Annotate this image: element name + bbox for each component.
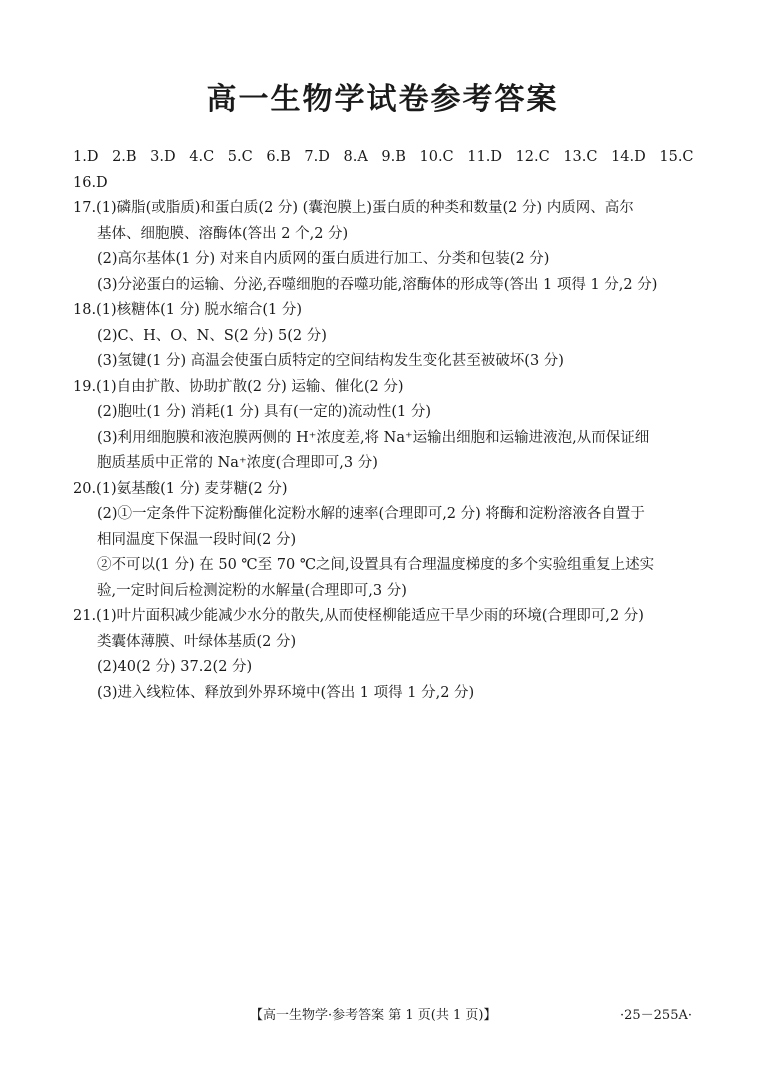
answer-line: ②不可以(1 分) 在 50 ℃至 70 ℃之间,设置具有合理温度梯度的多个实验组重复上述实 bbox=[97, 557, 655, 573]
answer-line: 18.(1)核糖体(1 分) 脱水缩合(1 分) bbox=[73, 302, 303, 318]
answer-line: (2)①一定条件下淀粉酶催化淀粉水解的速率(合理即可,2 分) 将酶和淀粉溶液各自置于 bbox=[97, 506, 645, 522]
page-title: 高一生物学试卷参考答案 bbox=[206, 82, 559, 117]
answer-line: (3)氢键(1 分) 高温会使蛋白质特定的空间结构发生变化甚至被破坏(3 分) bbox=[97, 353, 564, 369]
answer-line: 类囊体薄膜、叶绿体基质(2 分) bbox=[97, 633, 297, 650]
answer-line: (2)C、H、O、N、S(2 分) 5(2 分) bbox=[97, 327, 327, 344]
answer-body bbox=[73, 145, 703, 706]
answer-line: 相同温度下保温一段时间(2 分) bbox=[97, 531, 297, 548]
answer-line: 17.(1)磷脂(或脂质)和蛋白质(2 分) (囊泡膜上)蛋白质的种类和数量(2 分) 内质网、高尔 bbox=[73, 200, 634, 216]
answer-line: (3)利用细胞膜和液泡膜两侧的 H⁺浓度差,将 Na⁺运输出细胞和运输进液泡,从而保证细 bbox=[97, 429, 650, 446]
choice-answers: 1.D 2.B 3.D 4.C 5.C 6.B 7.D 8.A 9.B 10.C 11.D 12.C 13.C 14.D 15.C 16.D bbox=[73, 149, 694, 191]
footer-page-info: 【高一生物学·参考答案 第 1 页(共 1 页)】 bbox=[250, 1008, 497, 1023]
answer-lines bbox=[73, 196, 703, 706]
answer-line: 基体、细胞膜、溶酶体(答出 2 个,2 分) bbox=[97, 225, 349, 242]
answer-line: 19.(1)自由扩散、协助扩散(2 分) 运输、催化(2 分) bbox=[73, 378, 404, 395]
answer-line: 21.(1)叶片面积减少能减少水分的散失,从而使柽柳能适应干旱少雨的环境(合理即可,2 分) bbox=[73, 608, 644, 624]
answer-line: (2)高尔基体(1 分) 对来自内质网的蛋白质进行加工、分类和包装(2 分) bbox=[97, 251, 550, 267]
answer-line: (3)进入线粒体、释放到外界环境中(答出 1 项得 1 分,2 分) bbox=[97, 684, 475, 701]
answer-line: 胞质基质中正常的 Na⁺浓度(合理即可,3 分) bbox=[97, 455, 378, 471]
answer-line: 20.(1)氨基酸(1 分) 麦芽糖(2 分) bbox=[73, 480, 288, 497]
answer-line: (3)分泌蛋白的运输、分泌,吞噬细胞的吞噬功能,溶酶体的形成等(答出 1 项得 1 分,2 分) bbox=[97, 276, 658, 293]
answer-line: (2)40(2 分) 37.2(2 分) bbox=[97, 659, 253, 675]
footer-code: ·25－255A· bbox=[619, 1008, 692, 1023]
answer-line: 验,一定时间后检测淀粉的水解量(合理即可,3 分) bbox=[97, 582, 407, 599]
answer-line: (2)胞吐(1 分) 消耗(1 分) 具有(一定的)流动性(1 分) bbox=[97, 404, 432, 420]
page-footer bbox=[0, 1005, 765, 1027]
